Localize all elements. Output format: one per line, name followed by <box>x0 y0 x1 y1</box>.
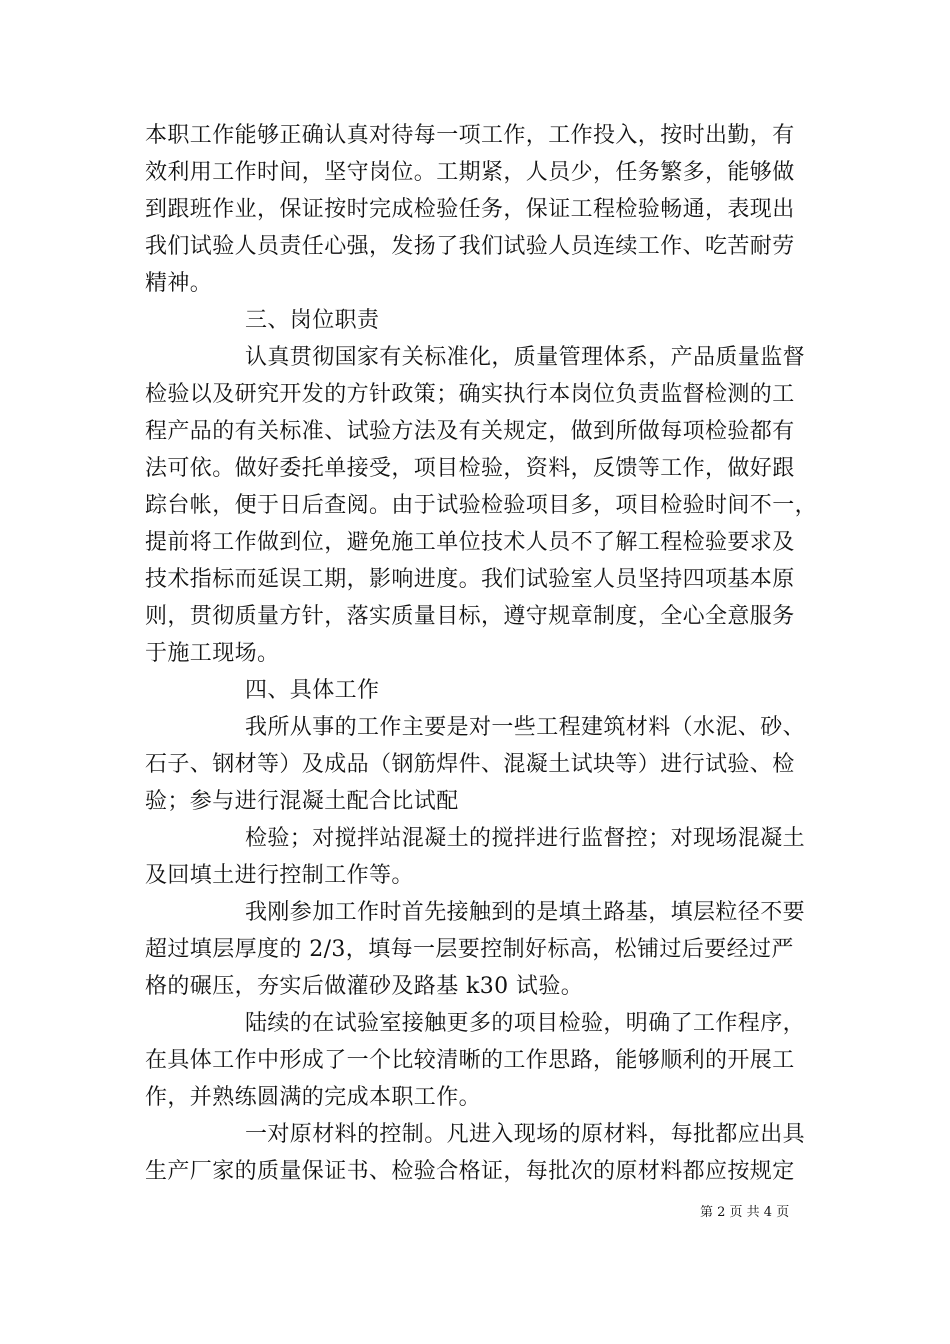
section-heading: 三、岗位职责 <box>245 308 380 333</box>
text-line: 到跟班作业，保证按时完成检验任务，保证工程检验畅通，表现出 <box>145 197 795 222</box>
text-line: 生产厂家的质量保证书、检验合格证，每批次的原材料都应按规定 <box>145 1159 795 1184</box>
text-line: 精神。 <box>145 271 213 296</box>
text-line: 一对原材料的控制。凡进入现场的原材料，每批都应出具 <box>245 1122 806 1147</box>
text-line: 我所从事的工作主要是对一些工程建筑材料（水泥、砂、 <box>245 715 806 740</box>
text-line: 我刚参加工作时首先接触到的是填土路基，填层粒径不要 <box>245 900 806 925</box>
text-line: 在具体工作中形成了一个比较清晰的工作思路，能够顺利的开展工 <box>145 1048 795 1073</box>
text-line: 格的碾压，夯实后做灌砂及路基 k30 试验。 <box>145 974 584 999</box>
text-line: 技术指标而延误工期，影响进度。我们试验室人员坚持四项基本原 <box>145 567 795 592</box>
text-line: 则，贯彻质量方针，落实质量目标，遵守规章制度，全心全意服务 <box>145 604 795 629</box>
text-line: 踪台帐，便于日后查阅。由于试验检验项目多，项目检验时间不一， <box>145 493 818 518</box>
text-line: 及回填土进行控制工作等。 <box>145 863 414 888</box>
text-line: 认真贯彻国家有关标准化，质量管理体系，产品质量监督 <box>245 345 806 370</box>
text-line: 作，并熟练圆满的完成本职工作。 <box>145 1085 482 1110</box>
text-line: 我们试验人员责任心强，发扬了我们试验人员连续工作、吃苦耐劳 <box>145 234 795 259</box>
text-line: 检验以及研究开发的方针政策；确实执行本岗位负责监督检测的工 <box>145 382 795 407</box>
text-line: 检验；对搅拌站混凝土的搅拌进行监督控；对现场混凝土 <box>245 826 806 851</box>
text-line: 程产品的有关标准、试验方法及有关规定，做到所做每项检验都有 <box>145 419 795 444</box>
text-line: 陆续的在试验室接触更多的项目检验，明确了工作程序， <box>245 1011 806 1036</box>
text-line: 提前将工作做到位，避免施工单位技术人员不了解工程检验要求及 <box>145 530 795 555</box>
text-line: 石子、钢材等）及成品（钢筋焊件、混凝土试块等）进行试验、检 <box>145 752 795 777</box>
text-line: 效利用工作时间，坚守岗位。工期紧，人员少，任务繁多，能够做 <box>145 160 795 185</box>
text-line: 法可依。做好委托单接受，项目检验，资料，反馈等工作，做好跟 <box>145 456 795 481</box>
text-line: 验；参与进行混凝土配合比试配 <box>145 789 459 814</box>
text-line: 超过填层厚度的 2/3，填每一层要控制好标高，松铺过后要经过严 <box>145 937 794 962</box>
text-line: 本职工作能够正确认真对待每一项工作，工作投入，按时出勤，有 <box>145 123 795 148</box>
text-line: 于施工现场。 <box>145 641 280 666</box>
section-heading: 四、具体工作 <box>245 678 380 703</box>
page-number: 第 2 页 共 4 页 <box>700 1205 790 1220</box>
